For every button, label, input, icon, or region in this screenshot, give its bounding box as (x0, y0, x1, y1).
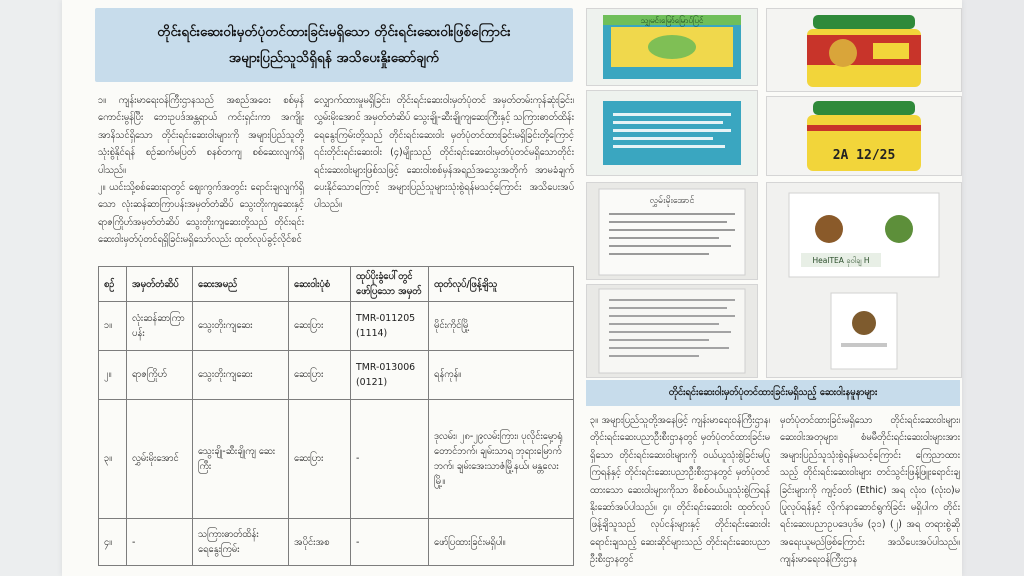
cell-no: ၁။ (99, 302, 127, 351)
cell-medicine-name: သွေးတိုးကျဆေး (193, 302, 289, 351)
cell-medicine-name: သွေးချို-ဆီးချိုကျ ဆေးကြီး (193, 399, 289, 519)
article-column-2 (314, 92, 574, 214)
jar-batch-label: 2A 12/25 (832, 148, 896, 163)
cell-package-number: - (351, 399, 429, 519)
headline-line-1: တိုင်းရင်းဆေးဝါးမှတ်ပုံတင်ထားခြင်းမရှိသော တိုင်းရင်းဆေးဝါးဖြစ်ကြောင်း (157, 24, 511, 40)
cell-form: အပိုင်းအစ (289, 519, 351, 566)
cell-manufacturer: မိုင်းကိုင်မြို့ (429, 302, 574, 351)
table-header-row (99, 267, 574, 302)
package-brand-text: သျှမင်းမြော်မြောပ်ပြင် (640, 16, 704, 25)
product-photo-sachet-back (586, 284, 758, 378)
sachet-brand-text: လွှမ်းမိုးအောင် (649, 196, 695, 206)
newspaper-page (62, 0, 962, 576)
cell-no: ၄။ (99, 519, 127, 566)
cell-manufacturer: ရန်ကုန်။ (429, 350, 574, 399)
cell-brand: ရာဇကြိုဟ် (127, 350, 193, 399)
table-row (99, 350, 574, 399)
photo-caption: တိုင်းရင်းဆေးဝါးမှတ်ပုံတင်ထားခြင်းမရှိသည့် ဆေးဝါးနမူနာများ (586, 380, 960, 406)
cell-brand: လွှမ်းမိုးအောင် (127, 399, 193, 519)
header-medicine-name: ဆေးအမည် (193, 267, 289, 302)
product-photo-sachet-front (586, 182, 758, 280)
cell-manufacturer: ဒုလမ်း၊ ၂၈-၂၉လမ်းကြား၊ ပုလိုင်းမှေ့ာရုံ တောင်ဘက်၊ ချမ်းသာရ ဘုရားမြောက်ဘက်၊ ချမ်းအေးသာဇံမြို့နယ်၊ မန္တလေးမြို့။ (429, 399, 574, 519)
paragraph-1: ၁။ ကျန်းမာရေးဝန်ကြီးဌာနသည် အစည်အဝေး စစ်မှန်ကောင်းမွန်ပြီး ဘေးဥပဒ်အန္တရာယ် ကင်းရှင်းကာ အကျိုးအာနိသင်ရှိသော တိုင်းရင်းဆေးဝါးများကို အများပြည်သူတို့ သုံးစွဲနိုင်ရန် စဉ်ဆက်မပြတ် စနစ်တကျ စစ်ဆေးလျက်ရှိပါသည်။ (98, 95, 304, 176)
product-photo-box-back (586, 90, 758, 176)
paragraph-2-continued: လျှောက်ထားမှုမရှိခြင်း၊ တိုင်းရင်းဆေးဝါးမှတ်ပုံတင် အမှတ်တမ်းကုန်ဆုံးခြင်း၊ လွှမ်းမိုးအောင် အမှတ်တံဆိပ် သွေးချို-ဆီးချိုကျဆေးကြီးနှင့် သကြားဓာတ်ထိန်း ရေနွေးကြမ်းတို့သည် တိုင်းရင်းဆေးဝါး မှတ်ပုံတင်ထားခြင်းမရှိခြင်းတို့ကြောင့် ၎င်းတိုင်းရင်းဆေးဝါး (၄)မျိုးသည် တိုင်းရင်းဆေးဝါးမှတ်ပုံတင်မရှိသောတိုင်းရင်းဆေးဝါးများဖြစ်သဖြင့် ဆေးဝါးစစ်မှန်အရည်အသွေးအတိုက် အာမခံချက်ပေးနိုင်သောကြောင့် အများပြည်သူများသုံးစွဲရန်မသင့်ကြောင်း အသိပေးအပ်ပါသည်။ (314, 95, 575, 211)
header-no: စဉ် (99, 267, 127, 302)
paragraph-4-continued: မှတ်ပုံတင်ထားခြင်းမရှိသော တိုင်းရင်းဆေးဝါးများ၊ ဆေးဝါးအတုများ၊ စံမမီတိုင်းရင်းဆေးဝါးများအား အများပြည်သူသုံးစွဲရန်မသင့်ကြောင်း ကြေညာထားသည့် တိုင်းရင်းဆေးဝါးများ တင်သွင်းဖြန့်ဖြူးရောင်းချခြင်းများကို ကျင့်ဝတ် (Ethic) အရ လုံးဝ (လုံးဝ)မပြုလုပ်ရန်နှင့် လိုက်နာဆောင်ရွက်ခြင်း မရှိပါက တိုင်းရင်းဆေးပညာဥပဒေပုဒ်မ (၃၁) (၂) အရ တရားစွဲဆိုအရေးယူမည်ဖြစ်ကြောင်း အသိပေးအပ်ပါသည်။ ကျန်းမာရေးဝန်ကြီးဌာန (780, 415, 960, 566)
cell-no: ၃။ (99, 399, 127, 519)
cell-medicine-name: သွေးတိုးကျဆေး (193, 350, 289, 399)
cell-no: ၂။ (99, 350, 127, 399)
headline-box (95, 8, 573, 82)
cell-form: ဆေးပြား (289, 302, 351, 351)
cell-package-number: TMR-013006 (0121) (351, 350, 429, 399)
paragraph-3-4: ၃။ အများပြည်သူတို့အနေဖြင့် ကျန်းမာရေးဝန်ကြီးဌာန၊ တိုင်းရင်းဆေးပညာဦးစီးဌာနတွင် မှတ်ပုံတင်ထားခြင်းမရှိသော တိုင်းရင်းဆေးဝါးများကို ဝယ်ယူသုံးစွဲခြင်းမပြုကြရန်နှင့် တိုင်းရင်းဆေးပညာဦးစီးဌာနတွင် မှတ်ပုံတင်ထားသော ဆေးဝါးများကိုသာ စိစစ်ဝယ်ယူသုံးစွဲကြရန် နိုးဆော်အပ်ပါသည်။ ၄။ တိုင်းရင်းဆေးဝါး ထုတ်လုပ်ဖြန့်ချိသူသည် လုပ်ငန်းများနှင့် တိုင်းရင်းဆေးဝါးရောင်းချသည့် ဆေးဆိုင်များသည် တိုင်းရင်းဆေးပညာဦးစီးဌာနတွင် (590, 415, 770, 566)
cell-form: ဆေးပြား (289, 350, 351, 399)
cell-brand: - (127, 519, 193, 566)
cell-package-number: TMR-011205 (1114) (351, 302, 429, 351)
cell-manufacturer: ဖော်ပြထားခြင်းမရှိပါ။ (429, 519, 574, 566)
product-photo-jar-1 (766, 8, 962, 92)
unregistered-medicine-table (98, 266, 574, 566)
header-manufacturer: ထုတ်လုပ်/ဖြန့်ချိသူ (429, 267, 574, 302)
left-margin (0, 0, 62, 576)
table-row (99, 399, 574, 519)
article-column-4 (780, 412, 960, 569)
tea-brand-text: HealTEA ခုဝါချ H (812, 256, 870, 265)
cell-medicine-name: သကြားဓာတ်ထိန်း ရေနွေးကြမ်း (193, 519, 289, 566)
header-form: ဆေးဝါးပုံစံ (289, 267, 351, 302)
product-photo-tea-packets (766, 182, 962, 378)
product-photo-jar-2 (766, 96, 962, 176)
right-margin (962, 0, 1024, 576)
article-column-3 (590, 412, 770, 569)
cell-package-number: - (351, 519, 429, 566)
cell-brand: လုံးဆန်ဆာကြာပန်း (127, 302, 193, 351)
cell-form: ဆေးပြား (289, 399, 351, 519)
paragraph-2: ၂။ ယင်းသို့စစ်ဆေးရာတွင် စျေးကွက်အတွင်း ရောင်းချလျက်ရှိသော လုံးဆန်ဆာကြာပန်းအမှတ်တံဆိပ် သွေးတိုးကျဆေးနှင့် ရာဇကြိုဟ်အမှတ်တံဆိပ် သွေးတိုးကျဆေးတို့သည် တိုင်းရင်းဆေးဝါးမှတ်ပုံတင်ရရှိခြင်းမရှိသော်လည်း ထုတ်လုပ်ခွင့်လိုင်စင် (98, 182, 304, 246)
product-photo-box-front (586, 8, 758, 86)
table-row (99, 519, 574, 566)
product-photos (586, 8, 960, 376)
header-brand: အမှတ်တံဆိပ် (127, 267, 193, 302)
article-column-1 (98, 92, 304, 249)
header-package-number: ထုပ်ပိုးခွံပေါ်တွင် ဖော်ပြသော အမှတ် (351, 267, 429, 302)
table-row (99, 302, 574, 351)
headline-line-2: အများပြည်သူသိရှိရန် အသိပေးနှိုးဆော်ချက် (228, 50, 440, 66)
